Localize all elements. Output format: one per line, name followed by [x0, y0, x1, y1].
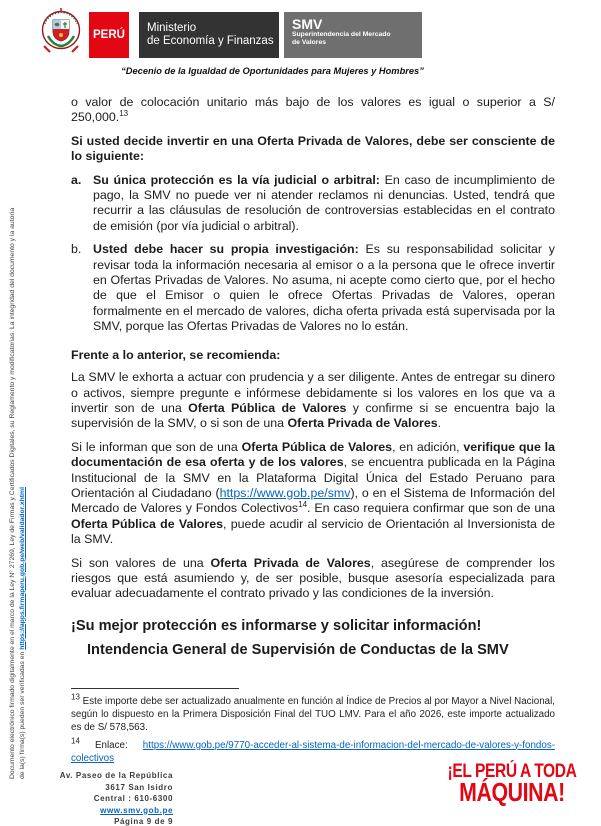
- address-line1: Av. Paseo de la República: [59, 771, 173, 780]
- paragraph-oferta-privada: Si son valores de una Oferta Privada de Valores, asegúrese de comprender los riesgos que está asumiendo y, de ser posible, busque asesoría especializada para evaluar adecuadamente el contrato privado y las condiciones de la inversión.: [71, 555, 555, 601]
- footer-address-block: [28, 770, 173, 826]
- peru-label-box: [89, 12, 129, 58]
- slogan-line1: ¡EL PERÚ A TODA: [447, 761, 577, 782]
- header-motto: “Decenio de la Igualdad de Oportunidades para Mujeres y Hombres”: [121, 66, 424, 76]
- footnote-ref-13: 13: [119, 109, 129, 119]
- digital-signature-line1: Documento electrónico firmado digitalmente en el marco de la Ley N° 27269, Ley de Firmas y Certificados Digitales, su Reglamento y modificatorias. La integridad del documento y la autoría: [9, 207, 16, 779]
- peru-label: PERÚ: [93, 29, 125, 41]
- smv-name-line2: de Valores: [292, 39, 327, 46]
- footnote-separator: [71, 688, 239, 689]
- closing-block: [71, 614, 555, 662]
- digital-signature-note: [8, 103, 27, 779]
- peru-slogan: [444, 761, 580, 807]
- ministry-name-line2: de Economía y Finanzas: [147, 35, 274, 47]
- paragraph-decide-invertir: Si usted decide invertir en una Oferta Privada de Valores, debe ser consciente de lo siguiente:: [71, 133, 555, 164]
- ministry-name-line1: Ministerio: [147, 21, 197, 34]
- paragraph-exhorta: La SMV le exhorta a actuar con prudencia y a ser diligente. Antes de entregar su dinero o activos, siempre pregunte e infórmese debidamente si los valores en los que va a invertir son de una Oferta Pública de Valores y confirme si se encuentra bajo la supervisión de la SMV, o si son de una Oferta Privada de Valores.: [71, 370, 555, 431]
- footnote-14: $^{14}$ Enlace: https://www.gob.pe/9770-acceder-al-sistema-de-informacion-del-mercado-de-valores-y-fondos-colectivos: [71, 736, 555, 764]
- smv-name-line1: Superintendencia del Mercado: [292, 31, 391, 38]
- gob-pe-smv-link[interactable]: https://www.gob.pe/smv: [219, 485, 351, 500]
- validador-link[interactable]: https://apps.firmaperu.gob.pe/web/validador.xhtml: [18, 487, 26, 650]
- footnote-13: $^{13}$ Este importe debe ser actualizado anualmente en función al Índice de Precios al por Mayor a Nivel Nacional, según lo dispuesto en la Primera Disposición Final del TUO LMV. Para el año 2026, este importe actualizado es de S/ 578,563.: [71, 692, 555, 734]
- sistema-informacion-link[interactable]: https://www.gob.pe/9770-acceder-al-sistema-de-informacion-del-mercado-de-valores-y-fondos-colectivos: [71, 739, 555, 764]
- list-marker-b: b.: [71, 242, 82, 257]
- footnotes: [71, 688, 555, 769]
- footnote-ref-14: 14: [298, 500, 308, 510]
- page-indicator: Página 9 de 9: [114, 817, 173, 826]
- address-line2: 3617 San Isidro: [105, 782, 173, 792]
- peru-coat-of-arms-icon: [41, 6, 81, 67]
- paragraph-oferta-publica: Si le informan que son de una Oferta Pública de Valores, en adición, verifique que la documentación de esa oferta y de los valores, se encuentra publicada en la Página Institucional de la SMV en la Plataforma Digital Única del Estado Peruano para Orientación al Ciudadano (https://www.gob.pe/smv), o en el Sistema de Información del Mercado de Valores y Fondos Colectivos$^{14}$. En caso requiera confirmar que son de una Oferta Pública de Valores, puede acudir al servicio de Orientación al Inversionista de la SMV.: [71, 439, 556, 547]
- document-body: [71, 95, 555, 662]
- heading-recomienda: Frente a lo anterior, se recomienda:: [71, 347, 281, 362]
- address-line3: Central : 610-6300: [93, 794, 173, 803]
- heading-mejor-proteccion: ¡Su mejor protección es informarse y solicitar información!: [71, 617, 482, 634]
- slogan-line2: MÁQUINA!: [459, 777, 565, 807]
- list-item-a: a. Su única protección es la vía judicial o arbitral: En caso de incumplimiento de pago, la SMV no puede ver ni atender reclamos ni denuncias. Usted, tendrá que recurrir a las cláusulas de resolución de controversias establecidas en el contrato de emisión (por vía judicial o arbitral).: [71, 172, 555, 233]
- smv-website-link[interactable]: www.smv.gob.pe: [100, 805, 173, 815]
- ministry-box: [139, 12, 279, 58]
- smv-box: [284, 12, 422, 58]
- list-item-b: b. Usted debe hacer su propia investigación: Es su responsabilidad solicitar y revisar toda la información necesaria al emisor o a la persona que le ofrece invertir en Ofertas Privadas de Valores. No asuma, ni acepte como cierto que, por el hecho de que el Emisor o quien le ofrece Ofertas Privadas de Valores, operan formalmente en el mercado de valores, dicha oferta privada está supervisada por la SMV, porque las Ofertas Privadas de Valores no lo están.: [71, 242, 555, 334]
- paragraph-colocacion: o valor de colocación unitario más bajo de los valores es igual o superior a S/ 250,000.13: [71, 95, 555, 125]
- list-marker-a: a.: [71, 172, 82, 187]
- smv-acronym: SMV: [292, 16, 323, 32]
- digital-signature-line2: de la(s) firma(s) pueden ser verificadas en https://apps.firmaperu.gob.pe/web/validador.xhtml: [18, 487, 26, 779]
- heading-intendencia: Intendencia General de Supervisión de Conductas de la SMV: [87, 641, 509, 658]
